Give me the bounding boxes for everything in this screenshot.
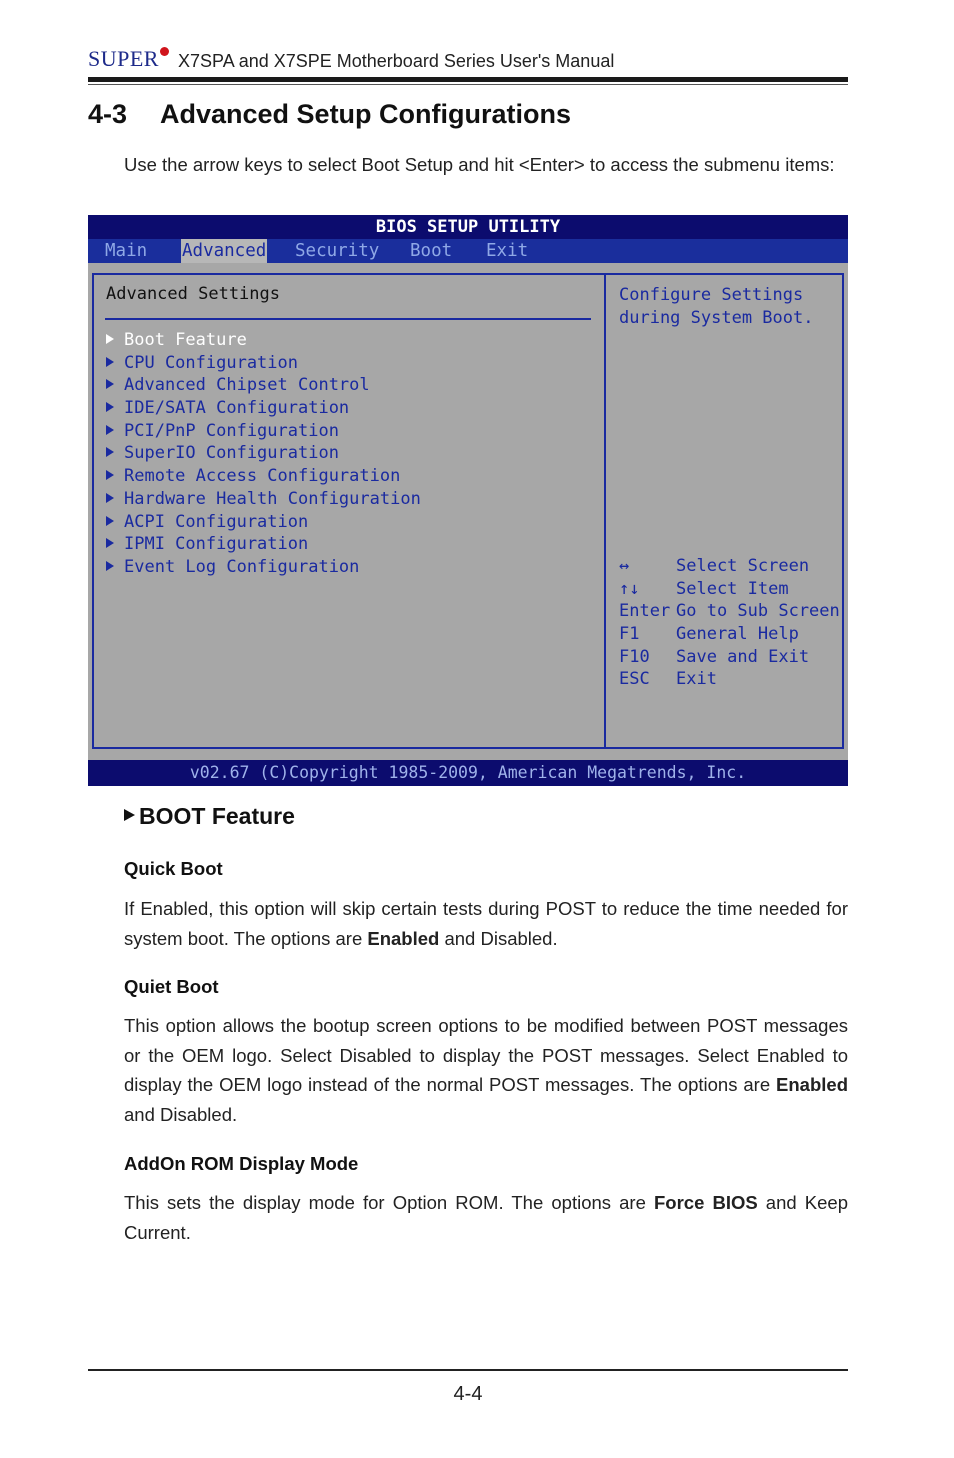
page-number: 4-4 bbox=[453, 1383, 483, 1405]
triangle-right-icon bbox=[106, 470, 114, 480]
bios-help-text: Configure Settings during System Boot. bbox=[619, 285, 814, 328]
bios-item-acpi[interactable]: ACPI Configuration bbox=[106, 511, 421, 534]
section-number: 4-3 bbox=[88, 99, 128, 129]
key-name: ↔ bbox=[619, 556, 630, 576]
bios-screenshot bbox=[88, 215, 848, 786]
key-row bbox=[619, 668, 840, 691]
bios-tab-exit[interactable]: Exit bbox=[486, 241, 529, 261]
section-heading bbox=[88, 99, 571, 130]
bios-tab-advanced[interactable]: Advanced bbox=[182, 241, 267, 261]
triangle-right-icon bbox=[106, 516, 114, 526]
triangle-right-icon bbox=[106, 538, 114, 548]
bios-item-hardware-health[interactable]: Hardware Health Configuration bbox=[106, 488, 421, 511]
bios-item-pci-pnp[interactable]: PCI/PnP Configuration bbox=[106, 420, 421, 443]
boot-feature-heading: BOOT Feature bbox=[124, 803, 295, 830]
triangle-right-icon bbox=[124, 809, 135, 821]
bios-tab-main[interactable]: Main bbox=[105, 241, 148, 261]
key-name: ESC bbox=[619, 669, 650, 690]
triangle-right-icon bbox=[106, 493, 114, 503]
bios-item-chipset[interactable]: Advanced Chipset Control bbox=[106, 374, 421, 397]
key-desc: Exit bbox=[676, 669, 717, 690]
key-desc: Select Item bbox=[676, 578, 789, 599]
bios-item-cpu[interactable]: CPU Configuration bbox=[106, 352, 421, 375]
bios-menu-list bbox=[106, 329, 421, 579]
bios-item-superio[interactable]: SuperIO Configuration bbox=[106, 442, 421, 465]
key-desc: General Help bbox=[676, 624, 799, 645]
triangle-right-icon bbox=[106, 561, 114, 571]
section-title: Advanced Setup Configurations bbox=[160, 99, 572, 129]
triangle-right-icon bbox=[106, 334, 114, 344]
key-row bbox=[619, 578, 840, 601]
page-header bbox=[88, 44, 848, 80]
bios-key-legend bbox=[619, 555, 840, 691]
header-rule bbox=[88, 77, 848, 82]
brand-logo: SUPER bbox=[88, 46, 169, 72]
bios-title-bar: BIOS SETUP UTILITY bbox=[88, 215, 848, 239]
addon-rom-title: AddOn ROM Display Mode bbox=[124, 1153, 359, 1174]
bios-panel-divider bbox=[105, 318, 591, 320]
key-row bbox=[619, 555, 840, 578]
triangle-right-icon bbox=[106, 447, 114, 457]
triangle-right-icon bbox=[106, 357, 114, 367]
key-row bbox=[619, 600, 840, 623]
bios-item-ipmi[interactable]: IPMI Configuration bbox=[106, 533, 421, 556]
key-row bbox=[619, 646, 840, 669]
key-desc: Save and Exit bbox=[676, 646, 810, 667]
bios-item-ide-sata[interactable]: IDE/SATA Configuration bbox=[106, 397, 421, 420]
header-rule-thin bbox=[88, 84, 848, 85]
footer-rule bbox=[88, 1369, 848, 1371]
key-name: Enter bbox=[619, 601, 671, 622]
quiet-boot-text: This option allows the bootup screen options to be modified between POST messages or the OEM logo. Select Disabled to display the POST messages. Select Enabled to display the OEM logo instead of the normal POST messages. The options are Enabled and Disabled. bbox=[124, 1015, 848, 1125]
bios-tab-boot[interactable]: Boot bbox=[410, 241, 453, 261]
bios-copyright-bar: v02.67 (C)Copyright 1985-2009, American Megatrends, Inc. bbox=[88, 760, 848, 786]
quiet-boot-title: Quiet Boot bbox=[124, 976, 219, 997]
bios-item-remote-access[interactable]: Remote Access Configuration bbox=[106, 465, 421, 488]
quick-boot-title: Quick Boot bbox=[124, 858, 223, 879]
bios-tab-security[interactable]: Security bbox=[295, 241, 380, 261]
bios-item-event-log[interactable]: Event Log Configuration bbox=[106, 556, 421, 579]
logo-dot-icon bbox=[160, 47, 169, 56]
key-desc: Select Screen bbox=[676, 556, 810, 576]
triangle-right-icon bbox=[106, 379, 114, 389]
bios-menu-bar bbox=[88, 239, 848, 263]
key-desc: Go to Sub Screen bbox=[676, 601, 840, 622]
addon-rom-text: This sets the display mode for Option ROM. The options are Force BIOS and Keep Current. bbox=[124, 1192, 848, 1243]
key-name: ↑↓ bbox=[619, 578, 640, 599]
key-name: F10 bbox=[619, 646, 650, 667]
quick-boot-text: If Enabled, this option will skip certain tests during POST to reduce the time needed for system boot. The options are Enabled and Disabled. bbox=[124, 898, 848, 949]
bios-panel-title: Advanced Settings bbox=[106, 284, 280, 304]
key-row bbox=[619, 623, 840, 646]
key-name: F1 bbox=[619, 624, 640, 645]
bios-item-boot-feature[interactable]: Boot Feature bbox=[106, 329, 421, 352]
triangle-right-icon bbox=[106, 402, 114, 412]
manual-title: X7SPA and X7SPE Motherboard Series User's Manual bbox=[178, 51, 615, 71]
triangle-right-icon bbox=[106, 425, 114, 435]
intro-paragraph: Use the arrow keys to select Boot Setup and hit <Enter> to access the submenu items: bbox=[124, 154, 835, 175]
